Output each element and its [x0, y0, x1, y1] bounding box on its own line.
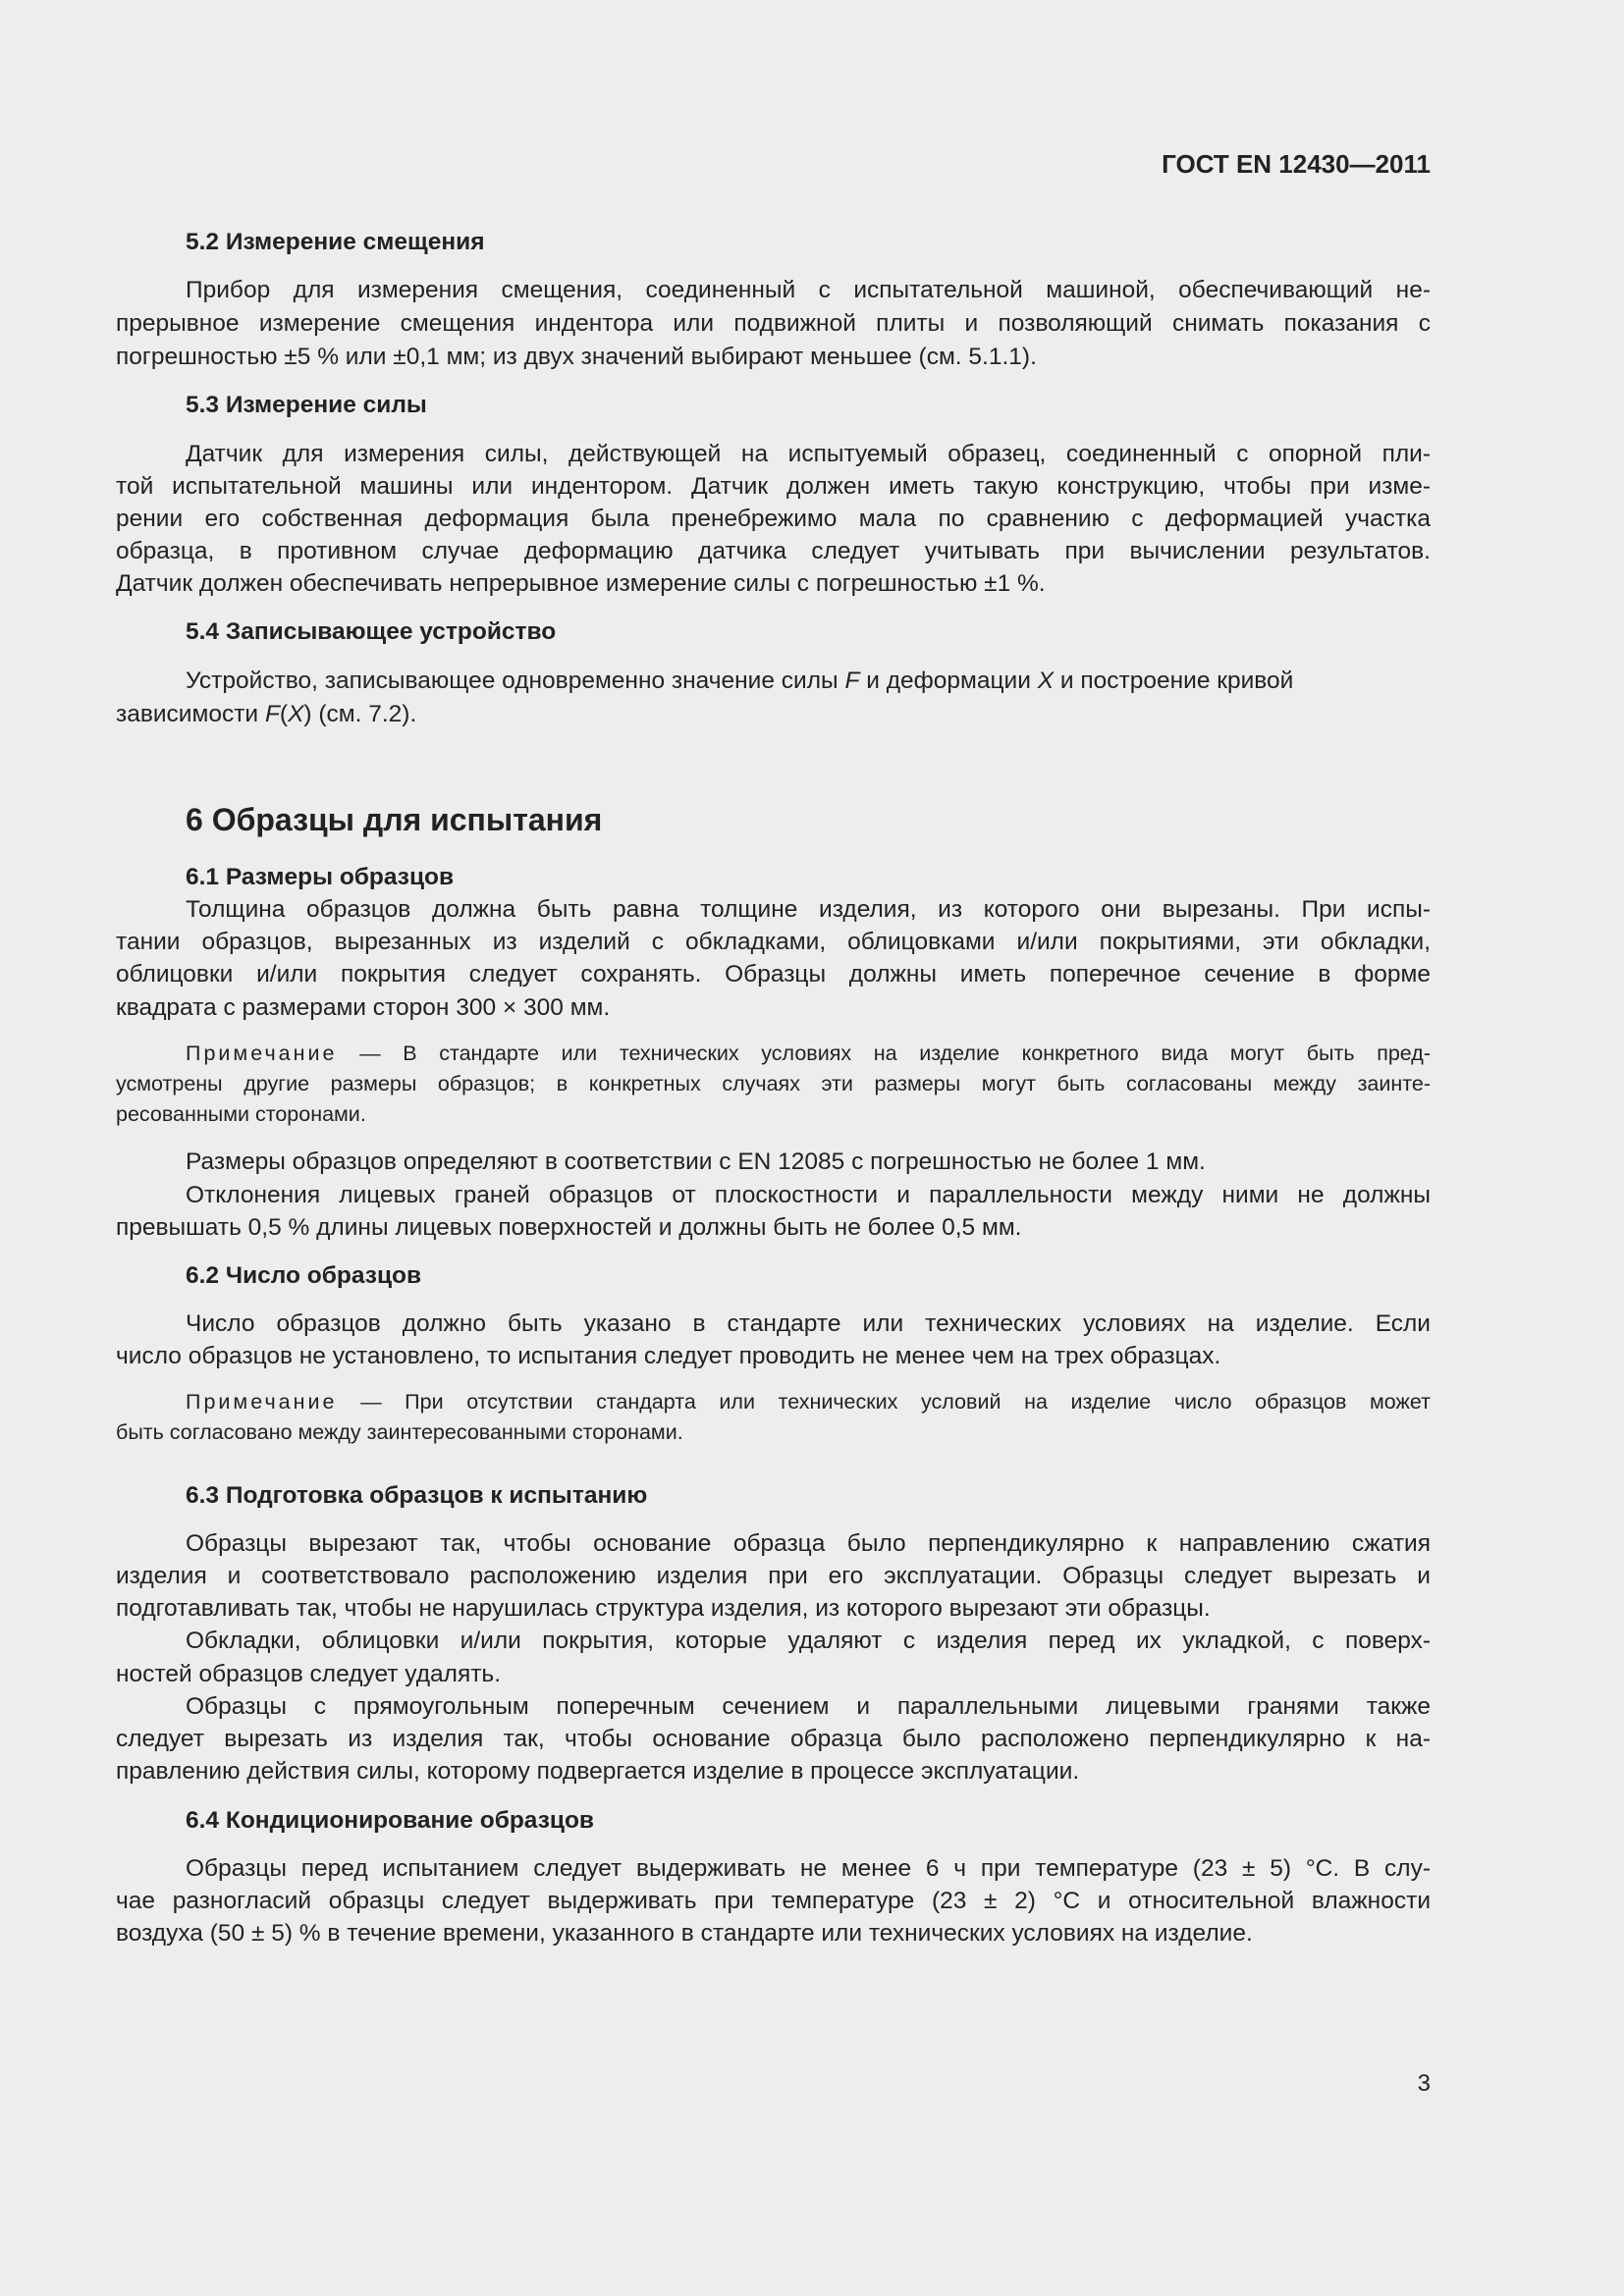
text-run: — При отсутствии стандарта или технических условий на изделие число образцов может: [337, 1390, 1431, 1414]
paragraph-line: Толщина образцов должна быть равна толщине изделия, из которого они вырезаны. При испы-: [186, 896, 1431, 923]
note-line: быть согласовано между заинтересованными сторонами.: [116, 1420, 683, 1444]
note-line: усмотрены другие размеры образцов; в конкретных случаях эти размеры могут быть согласованы между заинте-: [116, 1072, 1431, 1095]
note-label: Примечание: [186, 1390, 338, 1414]
paragraph-line: Датчик должен обеспечивать непрерывное измерение силы с погрешностью ±1 %.: [116, 570, 1046, 597]
paragraph-line: Число образцов должно быть указано в стандарте или технических условиях на изделие. Если: [186, 1310, 1431, 1337]
section-heading-5-2: 5.2 Измерение смещения: [186, 229, 485, 255]
section-heading-6-3: 6.3 Подготовка образцов к испытанию: [186, 1482, 648, 1509]
note-line: ресованными сторонами.: [116, 1102, 366, 1126]
paragraph-line: изделия и соответствовало расположению изделия при его эксплуатации. Образцы следует вырезать и: [116, 1563, 1431, 1589]
section-heading-6-1: 6.1 Размеры образцов: [186, 864, 455, 890]
text-run: (: [279, 701, 289, 727]
page-number: 3: [1417, 2070, 1431, 2097]
paragraph-line: облицовки и/или покрытия следует сохранять. Образцы должны иметь поперечное сечение в форме: [116, 961, 1431, 988]
text-run: и деформации: [859, 667, 1038, 694]
paragraph-line: Образцы перед испытанием следует выдерживать не менее 6 ч при температуре (23 ± 5) °С. В слу-: [186, 1855, 1431, 1882]
text-run: Устройство, записывающее одновременно значение силы: [186, 667, 845, 694]
section-heading-5-3: 5.3 Измерение силы: [186, 392, 427, 418]
paragraph-line: рении его собственная деформация была пренебрежимо мала по сравнению с деформацией участка: [116, 506, 1431, 532]
text-run: — В стандарте или технических условиях на изделие конкретного вида могут быть пред-: [337, 1041, 1431, 1065]
paragraph-line: квадрата с размерами сторон 300 × 300 мм.: [116, 994, 611, 1021]
paragraph-line: [116, 698, 1431, 730]
paragraph-line: Прибор для измерения смещения, соединенный с испытательной машиной, обеспечивающий не-: [186, 277, 1431, 303]
paragraph-line: превышать 0,5 % длины лицевых поверхностей и должны быть не более 0,5 мм.: [116, 1214, 1022, 1241]
paragraph-line: подготавливать так, чтобы не нарушилась структура изделия, из которого вырезают эти образцы.: [116, 1595, 1211, 1622]
note-line: [186, 1039, 1431, 1069]
section-heading-6-4: 6.4 Кондиционирование образцов: [186, 1807, 594, 1834]
paragraph-line: правлению действия силы, которому подвергается изделие в процессе эксплуатации.: [116, 1758, 1080, 1785]
paragraph-line: Обкладки, облицовки и/или покрытия, которые удаляют с изделия перед их укладкой, с поверх-: [186, 1628, 1431, 1654]
force-symbol: F: [264, 701, 280, 727]
note-line: [186, 1387, 1431, 1417]
deformation-symbol: X: [288, 701, 304, 727]
paragraph-line: погрешностью ±5 % или ±0,1 мм; из двух значений выбирают меньшее (см. 5.1.1).: [116, 344, 1037, 370]
paragraph-line: Отклонения лицевых граней образцов от плоскостности и параллельности между ними не должны: [186, 1182, 1431, 1208]
section-heading-5-4: 5.4 Записывающее устройство: [186, 618, 557, 645]
section-heading-6: 6 Образцы для испытания: [186, 802, 603, 837]
deformation-symbol: X: [1037, 667, 1055, 694]
paragraph-line: прерывное измерение смещения индентора или подвижной плиты и позволяющий снимать показания с: [116, 310, 1431, 337]
paragraph-line: ностей образцов следует удалять.: [116, 1661, 501, 1687]
paragraph-line: тании образцов, вырезанных из изделий с обкладками, облицовками и/или покрытиями, эти обкладки,: [116, 929, 1431, 955]
paragraph-line: Датчик для измерения силы, действующей на испытуемый образец, соединенный с опорной пли-: [186, 441, 1431, 467]
section-heading-6-2: 6.2 Число образцов: [186, 1262, 422, 1289]
paragraph-line: образца, в противном случае деформацию датчика следует учитывать при вычислении результатов.: [116, 538, 1431, 564]
paragraph-line: Образцы вырезают так, чтобы основание образца было перпендикулярно к направлению сжатия: [186, 1530, 1431, 1557]
paragraph-line: чае разногласий образцы следует выдерживать при температуре (23 ± 2) °С и относительной влажности: [116, 1888, 1431, 1914]
note-label: Примечание: [186, 1041, 338, 1065]
paragraph-line: Образцы с прямоугольным поперечным сечением и параллельными лицевыми гранями также: [186, 1693, 1431, 1720]
text-run: ) (см. 7.2).: [303, 701, 417, 727]
paragraph-line: воздуха (50 ± 5) % в течение времени, указанного в стандарте или технических условиях на изделие.: [116, 1920, 1253, 1947]
text-run: зависимости: [116, 701, 265, 727]
paragraph-line: следует вырезать из изделия так, чтобы основание образца было расположено перпендикулярно к на-: [116, 1726, 1431, 1752]
paragraph-line: [186, 665, 1431, 697]
paragraph-line: число образцов не установлено, то испытания следует проводить не менее чем на трех образцах.: [116, 1343, 1221, 1369]
paragraph-line: Размеры образцов определяют в соответствии с EN 12085 с погрешностью не более 1 мм.: [186, 1148, 1206, 1175]
text-run: и построение кривой: [1054, 667, 1294, 694]
paragraph-line: той испытательной машины или индентором. Датчик должен иметь такую конструкцию, чтобы при изме-: [116, 473, 1431, 500]
document-code: ГОСТ EN 12430—2011: [1162, 149, 1431, 179]
force-symbol: F: [844, 667, 860, 694]
